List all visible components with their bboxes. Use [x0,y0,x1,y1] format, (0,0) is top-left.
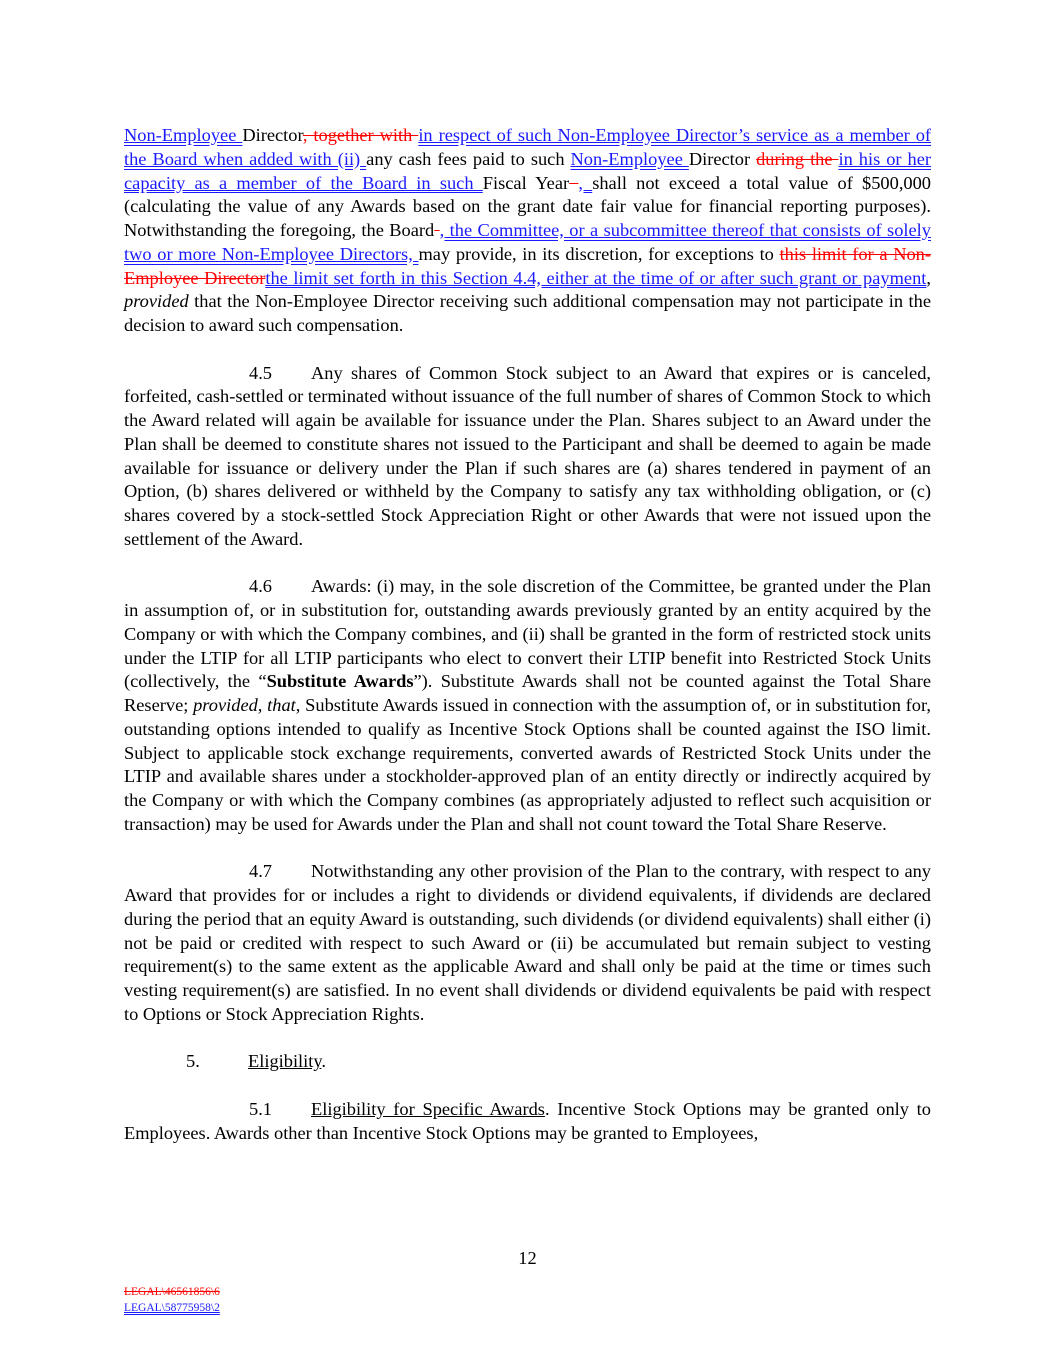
section-5-heading [124,1050,931,1074]
section-4-7 [124,860,931,1026]
section-5-1 [124,1098,931,1146]
section-text: ”). Substitute Awards shall not be counted against the Total Share Reserve; [124,671,931,715]
section-4-5 [124,362,931,552]
body-text: Fiscal Year [482,172,570,193]
inserted-text: , the Committee, or a subcommittee thereof that consists of solely two or more Non-Employee Directors, [124,220,931,264]
deleted-text: during the [756,148,839,169]
section-text: Awards: (i) may, in the sole discretion of the Committee, be granted under the Plan in assumption of, or in substitution for, outstanding awards previously granted by an entity acquired by the Company or with which the Company combines, and (ii) shall be granted in the form of restricted stock units under the LTIP for all LTIP participants who elect to convert their LTIP benefit into Restricted Stock Units (collectively, the “ [124,576,931,692]
document-footer [124,1285,220,1316]
document-page [124,124,931,1169]
italic-term: provided [124,291,189,312]
section-text: Any shares of Common Stock subject to an Award that expires or is canceled, forfeited, cash-settled or terminated without issuance of the full number of shares of Common Stock to which the Award related will again be available for issuance under the Plan. Shares subject to an Award under the Plan shall be deemed to constitute shares not issued to the Participant and shall be deemed to again be made available for issuance or delivery under the Plan if such shares are (a) shares tendered in payment of an Option, (b) shares delivered or withheld by the Company to satisfy any tax withholding obligation, or (c) shares covered by a stock-settled Stock Appreciation Right or other Awards that were not issued upon the settlement of the Award. [124,362,931,549]
body-text: , [926,267,931,288]
section-text: , Substitute Awards issued in connection with the assumption of, or in substitution for, outstanding options intended to qualify as Incentive Stock Options shall be counted against the ISO limit. Subject to applicable stock exchange requirements, converted awards of Restricted Stock Units under the LTIP and available shares under a stockholder-approved plan of an entity directly or indirectly acquired by the Company or with which the Company combines (as appropriately adjusted to reflect such acquisition or transaction) may be used for Awards under the Plan and shall not count toward the Total Share Reserve. [124,695,931,834]
inserted-text: in respect of such Non-Employee Director’s service as a member of the Board when added with (ii) [124,125,932,169]
body-text: shall not exceed a total value of $500,000 (calculating the value of any Awards based on the grant date fair value for financial reporting purposes). Notwithstanding the foregoing, the Board [124,172,932,240]
body-text: any cash fees paid to such [366,148,571,169]
section-number: 5. [186,1051,200,1072]
section-title: Eligibility for Specific Awards [311,1098,545,1119]
section-number: 4.6 [249,576,272,597]
section-title: Eligibility [248,1051,322,1072]
inserted-text: Non-Employee [570,148,689,169]
footer-deleted-docid: LEGAL\46561856\6 [124,1286,220,1298]
body-text: that the Non-Employee Director receiving such additional compensation may not participate in the decision to award such compensation. [124,291,931,335]
body-text: may provide, in its discretion, for exceptions to [418,243,780,264]
footer-inserted-docid: LEGAL\58775958\2 [124,1301,220,1314]
italic-term: provided, that [193,695,296,715]
body-text: Director [242,125,303,145]
inserted-text: the limit set forth in this Section 4.4, either at the time of or after such grant or payment [265,267,927,288]
section-number: 5.1 [249,1098,272,1119]
section-text: Notwithstanding any other provision of the Plan to the contrary, with respect to any Award that provides for or includes a right to dividends or dividend equivalents, if dividends are declared during the period that an equity Award is outstanding, such dividends (or dividend equivalents) shall either (i) not be paid or credited with respect to such Award or (ii) be accumulated but remain subject to vesting requirement(s) to the same extent as the applicable Award and shall only be paid at the time or times such vesting requirement(s) are satisfied. In no event shall dividends or dividend equivalents be paid with respect to Options or Stock Appreciation Rights. [124,861,931,1024]
defined-term: Substitute Awards [266,671,414,692]
deleted-text [569,173,578,193]
page-number: 12 [518,1248,537,1268]
deleted-text: , together with [302,125,419,145]
deleted-text: this limit for a Non-Employee Director [124,243,932,288]
inserted-text: in his or her capacity as a member of the Board in such [124,148,931,193]
paragraph-4-4-continuation [124,124,931,338]
inserted-text: Non-Employee [124,125,243,145]
section-title-tail: . [321,1051,327,1072]
section-number: 4.7 [249,861,272,882]
section-4-6 [124,575,931,836]
section-number: 4.5 [249,362,272,383]
body-text: Director [688,148,757,169]
section-text: . Incentive Stock Options may be granted only to Employees. Awards other than Incentive Stock Options may be granted to Employees, [124,1098,931,1143]
inserted-text: , [578,172,593,193]
